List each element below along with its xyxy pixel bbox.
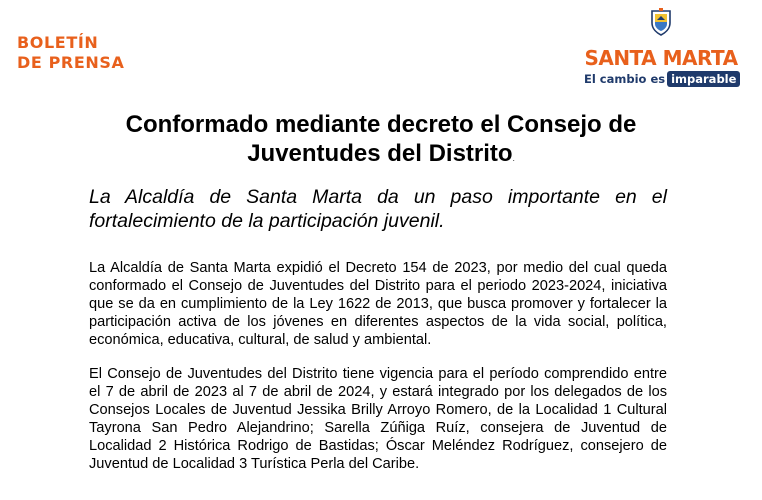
bulletin-line-1: BOLETÍN xyxy=(17,33,99,52)
article-title-mark: . xyxy=(512,154,515,163)
article-paragraph-2: El Consejo de Juventudes del Distrito tiene vigencia para el período comprendido entre el 7 de abril de 2023 al 7 de abril de 2024, y estará integrado por los delegados de los Consejos Locales de Juventud Jessika Brilly Arroyo Romero, de la Localidad 1 Cultural Tayrona San Pedro Alejandrino; Sarella Zúñiga Ruíz, consejera de Juventud de Localidad 2 Histórica Rodrigo de Bastidas; Óscar Meléndez Rodríguez, consejero de Juventud de Localidad 3 Turística Perla del Caribe. xyxy=(89,366,667,472)
article-title-line-2-text: Juventudes del Distrito xyxy=(247,140,513,167)
bulletin-line-2: DE PRENSA xyxy=(17,53,125,72)
bulletin-label xyxy=(17,33,124,73)
article-paragraph-1: La Alcaldía de Santa Marta expidió el Decreto 154 de 2023, por medio del cual queda conformado el Consejo de Juventudes del Distrito para el periodo 2023-2024, iniciativa que se da en cumplimiento de la Ley 1622 de 2013, que busca promover y fortalecer la participación activa de los jóvenes en diferentes aspectos de la vida social, política, económica, educativa, cultural, de salud y ambiental. xyxy=(89,260,667,348)
article-title-line-2 xyxy=(0,139,762,173)
logo-tagline-lead: El cambio es xyxy=(584,72,666,86)
article-title-line-1: Conformado mediante decreto el Consejo de xyxy=(125,111,637,138)
city-shield-icon xyxy=(650,8,672,36)
logo-brand-text: SANTA MARTA xyxy=(584,46,738,70)
article-subtitle: La Alcaldía de Santa Marta da un paso importante en el fortalecimiento de la participación juvenil. xyxy=(89,186,667,232)
logo-tagline xyxy=(584,72,740,86)
article-title xyxy=(0,110,762,173)
logo-tagline-pill: imparable xyxy=(667,71,740,87)
santa-marta-logo xyxy=(578,8,744,88)
